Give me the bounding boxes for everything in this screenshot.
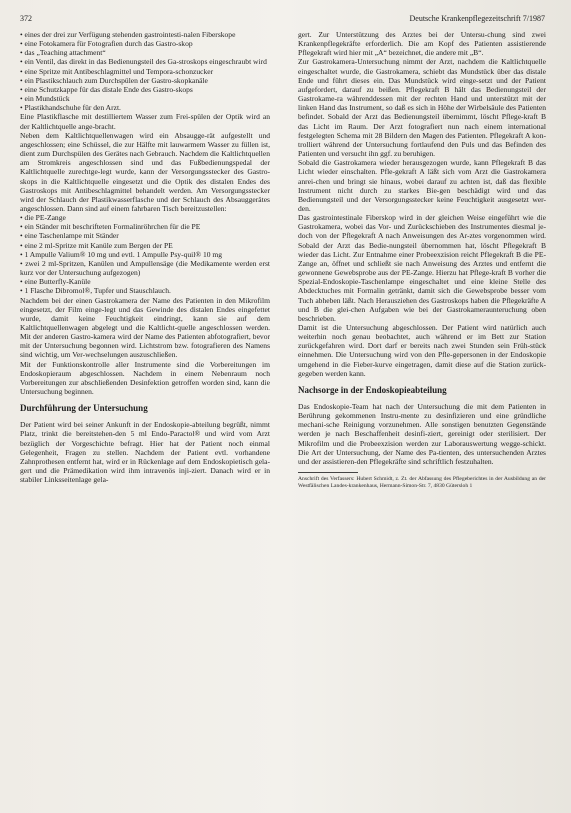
bullet-item: • ein Plastikschlauch zum Durchspülen der Gastro-skopkanäle (20, 76, 270, 85)
bullet-item: • 1 Flasche Dibromol®, Tupfer und Stauschlauch. (20, 286, 270, 295)
bullet-item: • 1 Ampulle Valium® 10 mg und evtl. 1 Ampulle Psy-quil® 10 mg (20, 250, 270, 259)
bullet-item: • eine Spritze mit Antibeschlagmittel und Tempora-schonzucker (20, 67, 270, 76)
bullet-item: • eines der drei zur Verfügung stehenden gastrointesti-nalen Fiberskope (20, 30, 270, 39)
body-paragraph: Das Endoskopie-Team hat nach der Untersuchung die mit dem Patienten in Berührung gekommenen Instru-mente zu desinfizieren und eine gründliche mechani-sche Reinigung vorzunehmen. Alle sonstigen benutzten Gegenstände werden je nach Beschaffenheit desinfi-ziert, gereinigt oder sterilisiert. Der Mikrofilm und die Probeexzision werden zur Laborauswertung wegge-schickt. Die Art der Untersuchung, der Name des Pa-tienten, des untersuchenden Arztes und der assistieren-den Pflegekräfte sind schriftlich festzuhalten. (298, 401, 546, 466)
bullet-item: • eine Taschenlampe mit Ständer (20, 231, 270, 240)
body-paragraph: Zur Gastrokamera-Untersuchung nimmt der Arzt, nachdem die Kaltlichtquelle eingeschaltet wurde, die Gastrokamera, schiebt das Mundstück über das distale Ende und führt dieses ein. Das Mundstück wird einge-setzt und der Patient aufgefordert, darauf zu beißen. Pflegekraft B hält das Bedienungsteil der Gastrokame-ra währenddessen mit der rechten Hand und unterstützt mit der linken Hand das Instrument, so daß es sich in Höhe der Wirbelsäule des Patienten befindet. Sobald der Arzt das Bedienungsteil übernimmt, löscht Pflege-kraft B das Licht im Raum. Der Arzt fotografiert nun nach einem international festgelegten Schema mit 28 Bildern den Magen des Patienten. Pflegekraft A kon-trolliert während der Untersuchung fortlaufend den Puls und das Befinden des Patienten und versucht ihn ggf. zu beruhigen. (298, 57, 546, 159)
bullet-item: • das „Teaching attachment“ (20, 48, 270, 57)
page-header (20, 14, 545, 24)
body-paragraph: gert. Zur Unterstützung des Arztes bei der Untersu-chung sind zwei Krankenpflegekräfte erforderlich. Die am Kopf des Patienten assistierende Pflegekraft wird hier mit „A“ bezeichnet, die andere mit „B“. (298, 30, 546, 58)
right-text-column (298, 30, 546, 490)
bullet-item: • eine Schutzkappe für das distale Ende des Gastro-skops (20, 85, 270, 94)
body-paragraph: Neben dem Kaltlichtquellenwagen wird ein Absaugge-rät aufgestellt und angeschlossen; eine Schüssel, die zur Hälfte mit lauwarmem Wasser zu füllen ist, dient zum Durchspülen des Gerätes nach Gebrauch. Nachdem die Kaltlichtquellen am Stromkreis angeschlossen sind und das Fußbedienungspedal der Kaltlichtquelle zurechtge-legt wurde, kann der Versorgungsstecker des Gastro-skops in die Kaltlichtquelle eingesetzt und die Optik des distalen Endes des Gastroskops mit Antibeschlagmittel behandelt werden. Am Versorgungsstecker wird der Schlauch der Plastikwasserflasche und der Schlauch des Absauggerätes angeschlossen. Dann sind auf einem fahrbaren Tisch bereitzustellen: (20, 130, 270, 213)
bullet-item: • eine 2 ml-Spritze mit Kanüle zum Bergen der PE (20, 241, 270, 250)
body-paragraph: Der Patient wird bei seiner Ankunft in der Endoskopie-abteilung begrüßt, nimmt Platz, trinkt die bereitstehen-den 5 ml Endo-Paractol® und wird vom Arzt bezüglich der Vorgeschichte befragt. Hier hat der Patient noch einmal Gelegenheit, Fragen zu stellen. Nachdem der Patient evtl. vorhandene Zahnprothesen entfernt hat, wird er in Rückenlage auf dem Endoskopietisch gela-gert und die Prämedikation wird ihm intravenös inji-ziert. Danach wird er in stabiler Linksseitenlage gela- (20, 420, 270, 485)
page-number: 372 (20, 14, 32, 23)
body-paragraph: Nachdem bei der einen Gastrokamera der Name des Patienten in den Mikrofilm eingesetzt, der Film einge-legt und das Gewinde des distalen Endes eingefettet wurde, damit keine Feuchtigkeit eindringt, kann sie auf dem Kaltlichtquellenwagen abgelegt und die Kaltlicht-quelle angeschlossen werden. Mit der anderen Gastro-kamera wird der Name des Patienten abfotografiert, bevor mit der Untersuchung begonnen wird. Lichtstrom bzw. fotografieren des Namens sind wichtig, um Ver-wechselungen auszuschließen. (20, 295, 270, 360)
section-heading: Nachsorge in der Endoskopieabteilung (298, 384, 447, 395)
bullet-item: • ein Mundstück (20, 94, 270, 103)
journal-title: Deutsche Krankenpflegezeitschrift 7/1987 (409, 14, 545, 23)
bullet-item: • ein Ständer mit beschrifteten Formalinröhrchen für die PE (20, 222, 270, 231)
body-paragraph: Damit ist die Untersuchung abgeschlossen. Der Patient wird natürlich auch weiterhin noch genau beobachtet, auch während er im Bett zur Station zurückgefahren wird. Dort darf er bereits nach zwei Stunden sein Früh-stück einnehmen. Die Untersuchung wird von den Pfle-gepersonen in der Endoskopie umgehend in die Fieber-kurve eingetragen, damit diese auf die Station zurück-gegeben werden kann. (298, 323, 546, 378)
footnote-divider (298, 472, 358, 473)
body-paragraph: Mit der Funktionskontrolle aller Instrumente sind die Vorbereitungen im Endoskopieraum abgeschlossen. Nachdem in einem Nebenraum noch Vorbereitungen zur abschließenden Desinfektion getroffen worden sind, kann die Untersuchung beginnen. (20, 359, 270, 397)
bullet-item: • zwei 2 ml-Spritzen, Kanülen und Ampullensäge (die Medikamente werden erst kurz vor der Untersuchung aufgezogen) (20, 259, 270, 277)
left-text-column (20, 30, 270, 484)
body-paragraph: Das gastrointestinale Fiberskop wird in der gleichen Weise eingeführt wie die Gastrokamera, wobei das Vor- und Zurückschieben des Instrumentes diesmal je-doch von der Pflegekraft A nach Anweisungen des Ar-ztes vorgenommen wird. Sobald der Arzt das Bedie-nungsteil übernommen hat, löscht Pflegekraft B wieder das Licht. Zur Entnahme einer Probeexzision reicht Pflegekraft B die PE-Zange an, öffnet und schließt sie nach Anweisung des Arztes und entfernt die gewonnene Gewebsprobe aus der PE-Zange. Hierzu hat Pflege-kraft B vorher die Spezial-Endoskopie-Taschenlampe eingeschaltet und eine kleine Stelle des Abdecktuches mit Formalin getränkt, damit sich die Gewebsprobe besser vom Tuch abheben läßt. Nach Herausziehen des Gastroskops haben die Pflegekräfte A und B die glei-chen Aufgaben wie bei der Gastrokameraunteruchung oben beschrieben. (298, 213, 546, 323)
section-heading: Durchführung der Untersuchung (20, 403, 148, 414)
bullet-item: • die PE-Zange (20, 213, 270, 222)
bullet-item: • ein Ventil, das direkt in das Bedienungsteil des Ga-stroskops eingeschraubt wird (20, 57, 270, 66)
body-paragraph: Sobald die Gastrokamera wieder herausgezogen wurde, kann Pflegekraft B das Licht wieder einschalten. Pfle-gekraft A läßt sich vom Arzt die Gastrokamera anrei-chen und bringt sie hinaus, wobei darauf zu achten ist, daß das flexible Instrument nicht durch zu starkes Bie-gen beschädigt wird und das Bedienungsteil und der Versorgungsstecker keine Feuchtigkeit ausgesetzt wer-den. (298, 158, 546, 213)
body-paragraph: Eine Plastikflasche mit destilliertem Wasser zum Frei-spülen der Optik wird an der Kaltlichtquelle ange-bracht. (20, 112, 270, 131)
bullet-item: • eine Butterfly-Kanüle (20, 277, 270, 286)
author-footnote: Anschrift des Verfassers: Hubert Schmidt, z. Zt. der Abfassung des Pflegeberichtes in der Ausbildung an der Westfälischen Landes-krankenhaus, Hermann-Simon-Str. 7, 4830 Gütersloh 1 (298, 476, 546, 490)
bullet-item: • eine Fotokamera für Fotografien durch das Gastro-skop (20, 39, 270, 48)
bullet-item: • Plastikhandschuhe für den Arzt. (20, 103, 270, 112)
